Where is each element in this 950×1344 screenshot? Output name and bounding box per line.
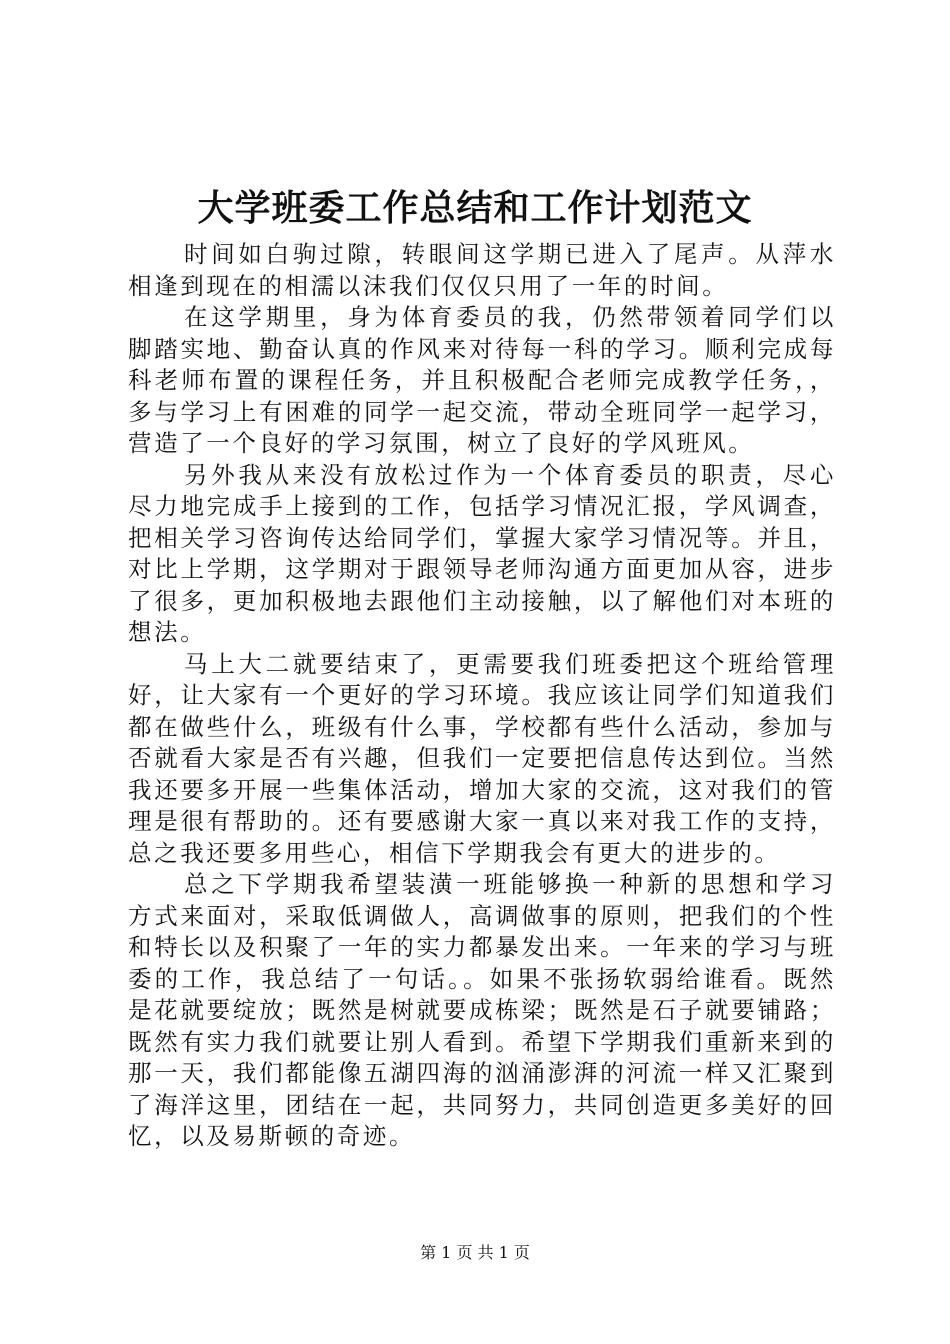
paragraph-2: 在这学期里，身为体育委员的我，仍然带领着同学们以脚踏实地、勤奋认真的作风来对待每一科的学习。顺利完成每科老师布置的课程任务，并且积极配合老师完成教学任务，，多与学习上有困难的同学一起交流，带动全班同学一起学习，营造了一个良好的学习氛围，树立了良好的学风班风。 xyxy=(128,303,836,457)
paragraph-3: 另外我从来没有放松过作为一个体育委员的职责，尽心尽力地完成手上接到的工作，包括学习情况汇报，学风调查，把相关学习咨询传达给同学们，掌握大家学习情况等。并且，对比上学期，这学期对于跟领导老师沟通方面更加从容，进步了很多，更加积极地去跟他们主动接触，以了解他们对本班的想法。 xyxy=(128,460,836,646)
paragraph-4: 马上大二就要结束了，更需要我们班委把这个班给管理好，让大家有一个更好的学习环境。我应该让同学们知道我们都在做些什么，班级有什么事，学校都有些什么活动，参加与否就看大家是否有兴趣，但我们一定要把信息传达到位。当然我还要多开展一些集体活动，增加大家的交流，这对我们的管理是很有帮助的。还有要感谢大家一真以来对我工作的支持，总之我还要多用些心，相信下学期我会有更大的进步的。 xyxy=(128,649,836,867)
page-footer: 第 1 页 共 1 页 xyxy=(420,1243,530,1262)
document-title: 大学班委工作总结和工作计划范文 xyxy=(197,187,753,229)
paragraph-1: 时间如白驹过隙，转眼间这学期已进入了尾声。从萍水相逢到现在的相濡以沫我们仅仅只用了一年的时间。 xyxy=(128,240,836,300)
paragraph-5: 总之下学期我希望装潢一班能够换一种新的思想和学习方式来面对，采取低调做人，高调做事的原则，把我们的个性和特长以及积聚了一年的实力都暴发出来。一年来的学习与班委的工作，我总结了一句话。。如果不张扬软弱给谁看。既然是花就要绽放；既然是树就要成栋梁；既然是石子就要铺路；既然有实力我们就要让别人看到。希望下学期我们重新来到的那一天，我们都能像五湖四海的汹涌澎湃的河流一样又汇聚到了海洋这里，团结在一起，共同努力，共同创造更多美好的回忆，以及易斯顿的奇迹。 xyxy=(128,870,836,1150)
document-body xyxy=(128,239,836,1153)
